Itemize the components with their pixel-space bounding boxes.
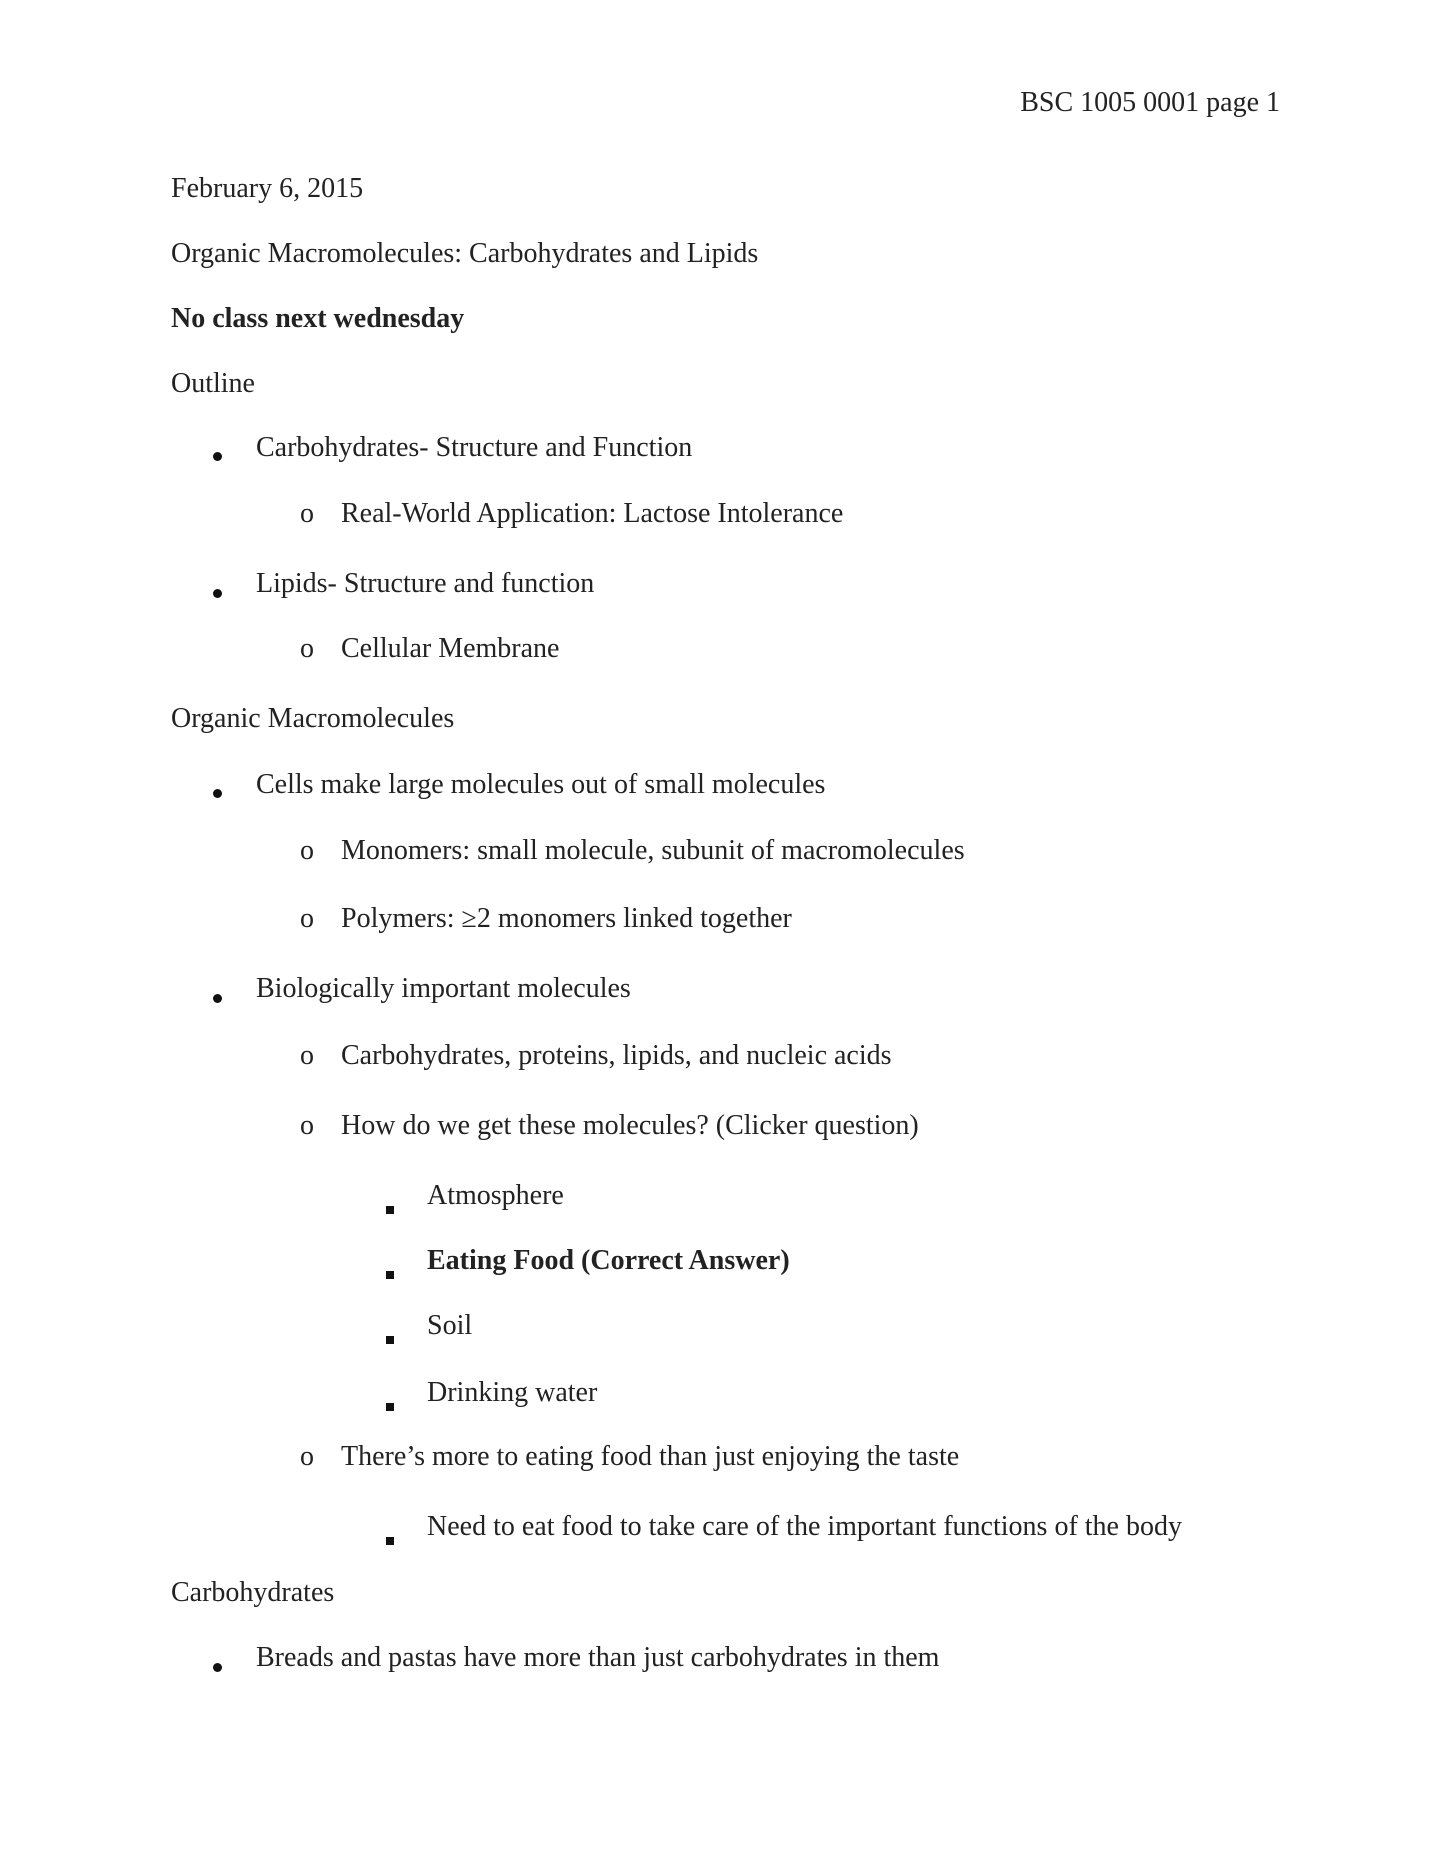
bullet-square-icon [386,1386,394,1420]
bullet-circle-marker: o [300,1040,314,1071]
bullet-circle-marker: o [300,1110,314,1141]
list-item: Carbohydrates, proteins, lipids, and nucleic acids [341,1040,892,1071]
lecture-title: Organic Macromolecules: Carbohydrates and Lipids [171,238,759,269]
section-heading: Carbohydrates [171,1577,335,1608]
list-item: Soil [427,1310,473,1341]
list-item: Atmosphere [427,1180,564,1211]
page-header: BSC 1005 0001 page 1 [1020,87,1280,118]
list-item: Drinking water [427,1377,598,1408]
bullet-disc-icon [213,978,222,1012]
list-item: Eating Food (Correct Answer) [427,1245,790,1276]
list-item: Lipids- Structure and function [256,568,595,599]
bullet-square-icon [386,1319,394,1353]
bullet-circle-marker: o [300,1441,314,1472]
class-notice: No class next wednesday [171,303,465,334]
bullet-disc-icon [213,1647,222,1681]
section-heading: Organic Macromolecules [171,703,455,734]
list-item: Monomers: small molecule, subunit of macromolecules [341,835,965,866]
list-item: Real-World Application: Lactose Intolerance [341,498,844,529]
list-item: Cells make large molecules out of small molecules [256,769,826,800]
list-item: Polymers: ≥2 monomers linked together [341,903,792,934]
list-item: Need to eat food to take care of the important functions of the body [427,1511,1182,1542]
bullet-disc-icon [213,436,222,470]
bullet-disc-icon [213,573,222,607]
list-item: How do we get these molecules? (Clicker question) [341,1110,919,1141]
list-item: Breads and pastas have more than just carbohydrates in them [256,1642,940,1673]
bullet-circle-marker: o [300,903,314,934]
bullet-circle-marker: o [300,835,314,866]
date-line: February 6, 2015 [171,173,364,204]
bullet-square-icon [386,1254,394,1288]
bullet-square-icon [386,1520,394,1554]
bullet-disc-icon [213,773,222,807]
outline-heading: Outline [171,368,255,399]
bullet-circle-marker: o [300,633,314,664]
bullet-square-icon [386,1189,394,1223]
list-item: Biologically important molecules [256,973,631,1004]
list-item: Cellular Membrane [341,633,560,664]
bullet-circle-marker: o [300,498,314,529]
list-item: Carbohydrates- Structure and Function [256,432,693,463]
list-item: There’s more to eating food than just enjoying the taste [341,1441,960,1472]
